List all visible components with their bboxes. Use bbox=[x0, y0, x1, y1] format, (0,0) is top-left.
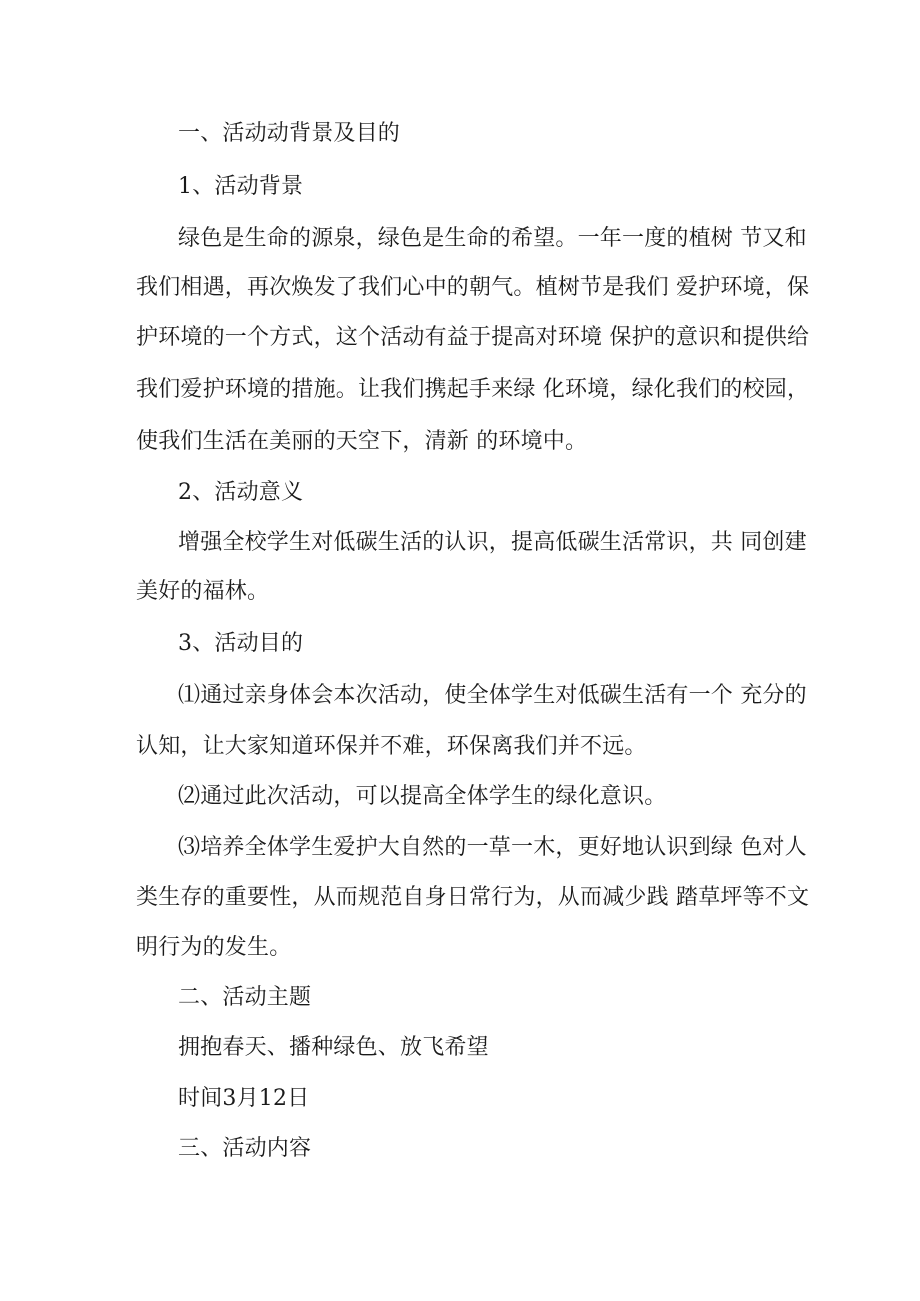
theme-text: 拥抱春天、播种绿色、放飞希望 bbox=[178, 1035, 489, 1060]
list-item-line: 明行为的发生。 bbox=[136, 935, 292, 960]
section-heading-background-purpose: 一、活动动背景及目的 bbox=[178, 121, 401, 146]
paragraph-line: 绿色是生命的源泉，绿色是生命的希望。一年一度的植树 节又和 bbox=[178, 226, 807, 251]
list-item-line: ⑴通过亲身体会本次活动，使全体学生对低碳生活有一个 充分的 bbox=[178, 683, 807, 708]
list-item-line: 类生存的重要性，从而规范自身日常行为，从而减少践 踏草坪等不文 bbox=[136, 885, 810, 910]
paragraph-line: 我们相遇，再次焕发了我们心中的朝气。植树节是我们 爱护环境，保 bbox=[136, 275, 810, 300]
subheading-purpose: 3、活动目的 bbox=[178, 631, 304, 656]
paragraph-line: 增强全校学生对低碳生活的认识，提高低碳生活常识，共 同创建 bbox=[178, 530, 807, 555]
section-heading-content: 三、活动内容 bbox=[178, 1136, 312, 1161]
paragraph-line: 美好的福林。 bbox=[136, 579, 270, 604]
section-heading-theme: 二、活动主题 bbox=[178, 985, 312, 1010]
paragraph-line: 使我们生活在美丽的天空下，清新 的环境中。 bbox=[136, 429, 588, 454]
list-item-line: ⑶培养全体学生爱护大自然的一草一木，更好地认识到绿 色对人 bbox=[178, 835, 807, 860]
paragraph-line: 我们爱护环境的措施。让我们携起手来绿 化环境，绿化我们的校园， bbox=[136, 377, 810, 402]
list-item-line: 认知，让大家知道环保并不难，环保离我们并不远。 bbox=[136, 734, 647, 759]
paragraph-line: 护环境的一个方式，这个活动有益于提高对环境 保护的意识和提供给 bbox=[136, 325, 810, 350]
date-text: 时间3月12日 bbox=[178, 1086, 310, 1111]
subheading-background: 1、活动背景 bbox=[178, 174, 304, 199]
list-item-line: ⑵通过此次活动，可以提高全体学生的绿化意识。 bbox=[178, 784, 667, 809]
subheading-significance: 2、活动意义 bbox=[178, 480, 304, 505]
